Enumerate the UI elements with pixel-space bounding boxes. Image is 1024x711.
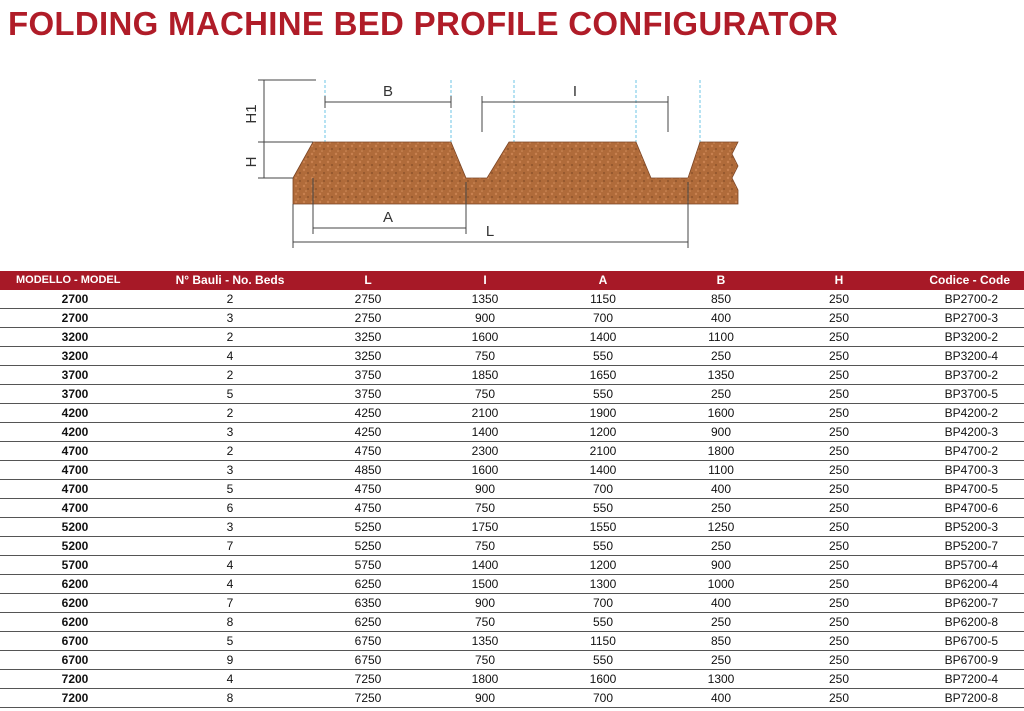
cell-I: 900	[426, 309, 544, 328]
cell-model: 6200	[0, 613, 150, 632]
table-row	[0, 404, 1024, 423]
cell-I: 900	[426, 480, 544, 499]
cell-I: 1750	[426, 518, 544, 537]
cell-I: 750	[426, 499, 544, 518]
cell-A: 1150	[544, 632, 662, 651]
cell-model: 2700	[0, 309, 150, 328]
cell-model: 4700	[0, 461, 150, 480]
cell-model: 3700	[0, 385, 150, 404]
cell-L: 4750	[310, 499, 426, 518]
table-row	[0, 385, 1024, 404]
page-title: FOLDING MACHINE BED PROFILE CONFIGURATOR	[8, 5, 839, 42]
cell-beds: 2	[150, 290, 310, 309]
cell-beds: 5	[150, 385, 310, 404]
cell-L: 2750	[310, 309, 426, 328]
cell-beds: 2	[150, 404, 310, 423]
cell-code: BP6200-7	[898, 594, 1024, 613]
cell-code: BP6700-9	[898, 651, 1024, 670]
cell-L: 5750	[310, 556, 426, 575]
cell-A: 550	[544, 651, 662, 670]
label-H1: H1	[243, 104, 260, 124]
cell-code: BP4700-2	[898, 442, 1024, 461]
cell-code: BP3700-2	[898, 366, 1024, 385]
cell-model: 6200	[0, 575, 150, 594]
cell-L: 5250	[310, 518, 426, 537]
cell-beds: 3	[150, 309, 310, 328]
cell-H: 250	[780, 480, 898, 499]
cell-model: 6700	[0, 651, 150, 670]
cell-model: 5700	[0, 556, 150, 575]
cell-A: 700	[544, 689, 662, 708]
label-A: A	[382, 209, 394, 226]
cell-model: 6700	[0, 632, 150, 651]
cell-H: 250	[780, 347, 898, 366]
cell-beds: 8	[150, 689, 310, 708]
cell-B: 850	[662, 632, 780, 651]
header-code: Codice - Code	[929, 273, 1010, 287]
cell-A: 550	[544, 613, 662, 632]
cell-L: 7250	[310, 670, 426, 689]
cell-B: 1300	[662, 670, 780, 689]
cell-B: 400	[662, 594, 780, 613]
cell-A: 1200	[544, 423, 662, 442]
cell-beds: 2	[150, 328, 310, 347]
table-row	[0, 613, 1024, 632]
cell-L: 3250	[310, 328, 426, 347]
cell-I: 1400	[426, 423, 544, 442]
cell-H: 250	[780, 290, 898, 309]
cell-model: 5200	[0, 518, 150, 537]
cell-H: 250	[780, 461, 898, 480]
cell-model: 3200	[0, 347, 150, 366]
cell-H: 250	[780, 651, 898, 670]
cell-beds: 4	[150, 347, 310, 366]
cell-B: 400	[662, 689, 780, 708]
cell-A: 1300	[544, 575, 662, 594]
cell-beds: 9	[150, 651, 310, 670]
cell-A: 550	[544, 537, 662, 556]
bed-profile-diagram	[238, 72, 750, 254]
table-row	[0, 499, 1024, 518]
table-row	[0, 594, 1024, 613]
cell-beds: 5	[150, 632, 310, 651]
table-row	[0, 290, 1024, 309]
header-beds: N° Bauli - No. Beds	[175, 273, 285, 287]
cell-A: 1150	[544, 290, 662, 309]
cell-beds: 4	[150, 575, 310, 594]
cell-L: 4250	[310, 423, 426, 442]
cell-code: BP4700-5	[898, 480, 1024, 499]
cell-code: BP4700-3	[898, 461, 1024, 480]
cell-B: 1350	[662, 366, 780, 385]
cell-code: BP4200-2	[898, 404, 1024, 423]
cell-code: BP4200-3	[898, 423, 1024, 442]
cell-B: 250	[662, 347, 780, 366]
cell-H: 250	[780, 594, 898, 613]
cell-I: 2300	[426, 442, 544, 461]
cell-code: BP2700-3	[898, 309, 1024, 328]
cell-model: 6200	[0, 594, 150, 613]
cell-model: 7200	[0, 689, 150, 708]
cell-A: 2100	[544, 442, 662, 461]
cell-H: 250	[780, 632, 898, 651]
cell-H: 250	[780, 499, 898, 518]
cell-L: 6750	[310, 632, 426, 651]
cell-B: 250	[662, 537, 780, 556]
cell-code: BP5200-7	[898, 537, 1024, 556]
cell-I: 1500	[426, 575, 544, 594]
label-L: L	[485, 223, 495, 240]
cell-L: 4750	[310, 480, 426, 499]
table-row	[0, 366, 1024, 385]
cell-H: 250	[780, 385, 898, 404]
table-row	[0, 309, 1024, 328]
cell-L: 6750	[310, 651, 426, 670]
cell-I: 1850	[426, 366, 544, 385]
label-H: H	[243, 156, 260, 168]
cell-B: 1800	[662, 442, 780, 461]
cell-beds: 5	[150, 480, 310, 499]
cell-I: 750	[426, 385, 544, 404]
cell-H: 250	[780, 575, 898, 594]
spec-table	[0, 271, 1024, 708]
table-row	[0, 632, 1024, 651]
cell-L: 6350	[310, 594, 426, 613]
cell-H: 250	[780, 556, 898, 575]
cell-B: 1600	[662, 404, 780, 423]
cell-code: BP6200-8	[898, 613, 1024, 632]
table-header-row	[0, 271, 1024, 290]
cell-H: 250	[780, 613, 898, 632]
cell-L: 3250	[310, 347, 426, 366]
cell-H: 250	[780, 309, 898, 328]
cell-model: 5200	[0, 537, 150, 556]
cell-code: BP4700-6	[898, 499, 1024, 518]
cell-beds: 2	[150, 366, 310, 385]
table-row	[0, 689, 1024, 708]
cell-I: 1800	[426, 670, 544, 689]
cell-A: 1600	[544, 670, 662, 689]
cell-beds: 6	[150, 499, 310, 518]
cell-model: 4700	[0, 442, 150, 461]
cell-model: 7200	[0, 670, 150, 689]
cell-beds: 3	[150, 461, 310, 480]
header-model: MODELLO - MODEL	[16, 274, 121, 286]
cell-code: BP7200-4	[898, 670, 1024, 689]
cell-A: 1650	[544, 366, 662, 385]
table-body	[0, 290, 1024, 708]
table-row	[0, 480, 1024, 499]
cell-I: 750	[426, 347, 544, 366]
cell-B: 400	[662, 309, 780, 328]
cell-B: 900	[662, 423, 780, 442]
bed-profile-shape	[293, 142, 738, 204]
table-row	[0, 461, 1024, 480]
cell-I: 900	[426, 689, 544, 708]
cell-L: 3750	[310, 366, 426, 385]
cell-A: 550	[544, 385, 662, 404]
cell-A: 550	[544, 347, 662, 366]
cell-model: 4200	[0, 423, 150, 442]
table-row	[0, 537, 1024, 556]
cell-model: 4700	[0, 480, 150, 499]
cell-H: 250	[780, 689, 898, 708]
cell-I: 1600	[426, 328, 544, 347]
cell-B: 250	[662, 651, 780, 670]
cell-beds: 4	[150, 670, 310, 689]
table-row	[0, 347, 1024, 366]
cell-B: 1000	[662, 575, 780, 594]
table-row	[0, 442, 1024, 461]
cell-L: 5250	[310, 537, 426, 556]
cell-beds: 2	[150, 442, 310, 461]
cell-beds: 4	[150, 556, 310, 575]
cell-I: 750	[426, 613, 544, 632]
label-B: B	[382, 83, 394, 100]
cell-I: 1400	[426, 556, 544, 575]
cell-I: 900	[426, 594, 544, 613]
table-row	[0, 575, 1024, 594]
cell-L: 2750	[310, 290, 426, 309]
cell-B: 250	[662, 499, 780, 518]
header-I: I	[483, 273, 487, 287]
cell-I: 750	[426, 651, 544, 670]
table-row	[0, 556, 1024, 575]
cell-B: 1100	[662, 461, 780, 480]
cell-model: 4200	[0, 404, 150, 423]
cell-B: 900	[662, 556, 780, 575]
cell-model: 3200	[0, 328, 150, 347]
cell-L: 4850	[310, 461, 426, 480]
cell-H: 250	[780, 404, 898, 423]
cell-H: 250	[780, 537, 898, 556]
cell-B: 250	[662, 385, 780, 404]
cell-A: 1400	[544, 461, 662, 480]
cell-L: 4250	[310, 404, 426, 423]
cell-B: 400	[662, 480, 780, 499]
cell-L: 6250	[310, 575, 426, 594]
cell-A: 700	[544, 480, 662, 499]
cell-B: 1250	[662, 518, 780, 537]
cell-code: BP2700-2	[898, 290, 1024, 309]
cell-code: BP3200-4	[898, 347, 1024, 366]
cell-I: 1350	[426, 632, 544, 651]
cell-beds: 8	[150, 613, 310, 632]
table-row	[0, 328, 1024, 347]
cell-I: 2100	[426, 404, 544, 423]
cell-beds: 3	[150, 423, 310, 442]
cell-A: 550	[544, 499, 662, 518]
cell-code: BP3700-5	[898, 385, 1024, 404]
cell-A: 1400	[544, 328, 662, 347]
cell-model: 4700	[0, 499, 150, 518]
cell-code: BP7200-8	[898, 689, 1024, 708]
cell-code: BP3200-2	[898, 328, 1024, 347]
cell-code: BP5200-3	[898, 518, 1024, 537]
cell-model: 3700	[0, 366, 150, 385]
cell-A: 1200	[544, 556, 662, 575]
cell-H: 250	[780, 328, 898, 347]
cell-B: 250	[662, 613, 780, 632]
header-L: L	[364, 273, 372, 287]
cell-H: 250	[780, 423, 898, 442]
cell-model: 2700	[0, 290, 150, 309]
cell-A: 700	[544, 594, 662, 613]
table-row	[0, 518, 1024, 537]
table-row	[0, 670, 1024, 689]
cell-H: 250	[780, 442, 898, 461]
cell-L: 4750	[310, 442, 426, 461]
cell-I: 1600	[426, 461, 544, 480]
cell-code: BP6700-5	[898, 632, 1024, 651]
cell-code: BP6200-4	[898, 575, 1024, 594]
cell-A: 1900	[544, 404, 662, 423]
cell-I: 1350	[426, 290, 544, 309]
cell-B: 850	[662, 290, 780, 309]
table-row	[0, 423, 1024, 442]
cell-I: 750	[426, 537, 544, 556]
cell-beds: 7	[150, 594, 310, 613]
cell-beds: 7	[150, 537, 310, 556]
header-B: B	[716, 273, 726, 287]
cell-beds: 3	[150, 518, 310, 537]
cell-A: 1550	[544, 518, 662, 537]
cell-B: 1100	[662, 328, 780, 347]
cell-H: 250	[780, 366, 898, 385]
cell-L: 3750	[310, 385, 426, 404]
cell-H: 250	[780, 670, 898, 689]
cell-L: 7250	[310, 689, 426, 708]
table-row	[0, 651, 1024, 670]
cell-code: BP5700-4	[898, 556, 1024, 575]
header-H: H	[834, 273, 844, 287]
header-A: A	[598, 273, 608, 287]
label-I: I	[572, 83, 578, 100]
cell-A: 700	[544, 309, 662, 328]
cell-H: 250	[780, 518, 898, 537]
cell-L: 6250	[310, 613, 426, 632]
